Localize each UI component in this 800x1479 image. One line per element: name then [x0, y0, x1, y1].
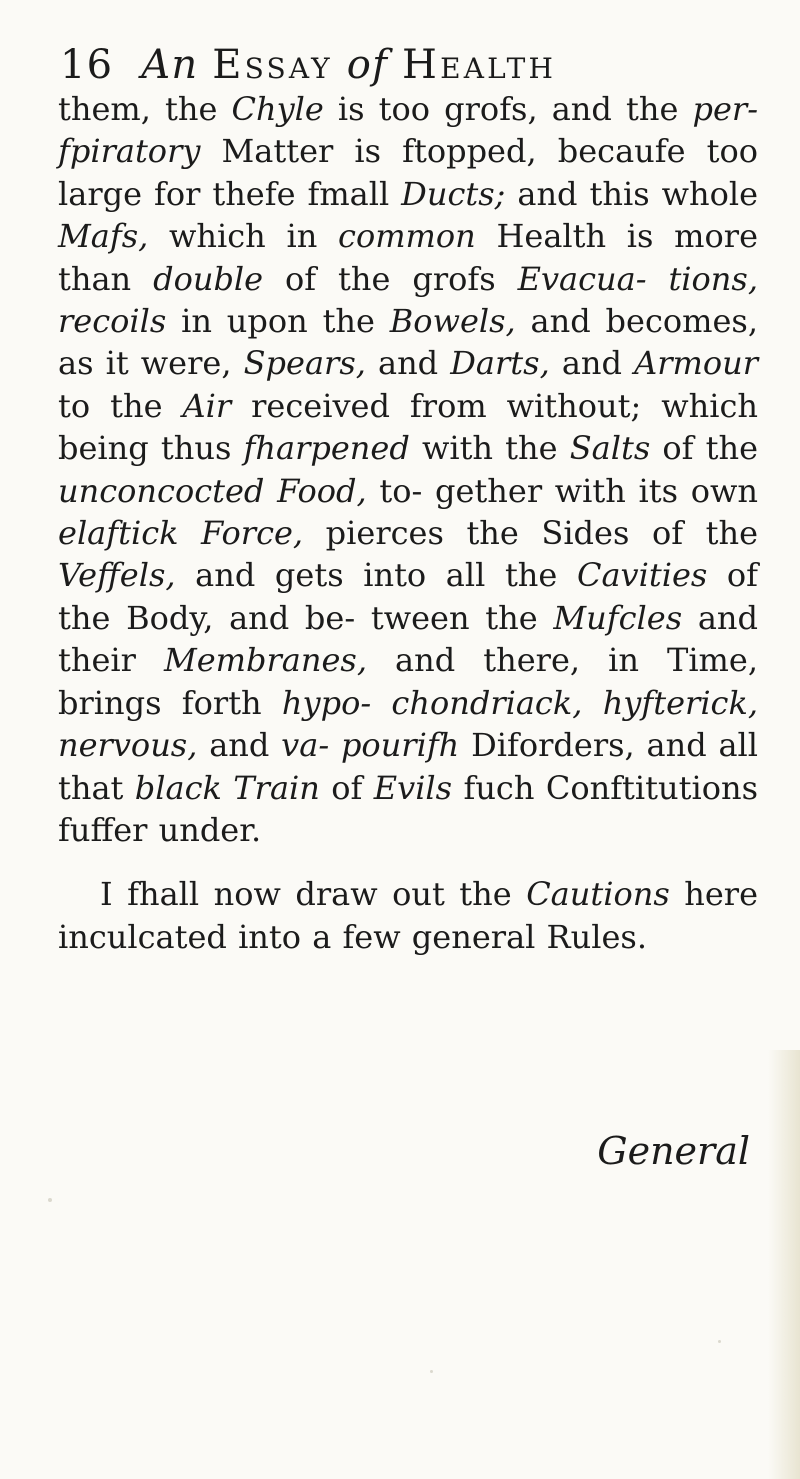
page-number: 16: [60, 42, 114, 88]
text-run: which in: [148, 217, 339, 256]
text-run: to the: [58, 386, 183, 425]
italic-run: Veffels,: [58, 556, 176, 595]
body-text: [58, 88, 758, 958]
text-run: and becomes, as it were,: [58, 302, 758, 383]
text-run: and gets into all the: [175, 556, 577, 595]
italic-run: hypo- chondriack,: [281, 683, 583, 722]
text-run: in upon the: [166, 302, 390, 341]
italic-run: recoils: [58, 302, 167, 341]
italic-run: Evacua- tions,: [517, 259, 759, 298]
italic-run: Ducts;: [401, 174, 506, 213]
text-run: of: [319, 768, 374, 807]
italic-run: Cautions: [526, 875, 670, 914]
running-head-essay: Essay: [212, 42, 333, 88]
text-run: Matter is ftopped, becaufe too large for thefe fmall: [58, 132, 758, 213]
text-run: of the grofs: [263, 259, 518, 298]
text-run: fuch Conftitutions fuffer under.: [58, 768, 758, 849]
italic-run: per- fpiratory: [58, 90, 758, 171]
running-head: [60, 36, 750, 94]
italic-run: unconcocted Food,: [58, 471, 367, 510]
italic-run: Bowels,: [389, 302, 516, 341]
italic-run: va- pourifh: [281, 726, 460, 765]
italic-run: Evils: [373, 768, 453, 807]
paragraph-2: [58, 873, 758, 958]
italic-run: double: [153, 259, 264, 298]
italic-run: fharpened: [243, 429, 410, 468]
text-run: of the: [650, 429, 759, 468]
text-run: to- gether with its own: [366, 471, 759, 510]
text-run: and this whole: [505, 174, 759, 213]
text-run: of the Body, and be- tween the: [58, 556, 759, 637]
page-edge-stain: [768, 1050, 800, 1479]
italic-run: Darts,: [450, 344, 550, 383]
text-run: and: [549, 344, 635, 383]
italic-run: black Train: [134, 768, 320, 807]
italic-run: Air: [182, 386, 232, 425]
italic-run: hyfterick,: [602, 683, 759, 722]
italic-run: Mufcles: [553, 598, 683, 637]
text-run: and: [197, 726, 282, 765]
text-run: and there, in Time, brings forth: [58, 641, 758, 722]
italic-run: Salts: [569, 429, 651, 468]
italic-run: Membranes,: [163, 641, 368, 680]
text-run: with the: [409, 429, 570, 468]
text-run: them, the: [58, 90, 232, 128]
catchword: General: [597, 1129, 750, 1173]
italic-run: Chyle: [231, 90, 324, 128]
text-run: I fhall now draw out the: [100, 875, 527, 914]
italic-run: Spears,: [243, 344, 366, 383]
text-run: Diforders, and all that: [58, 726, 759, 807]
italic-run: Mafs,: [58, 217, 149, 256]
paper-speck: [430, 1370, 433, 1373]
italic-run: nervous,: [58, 726, 198, 765]
paragraph-1: [58, 88, 758, 851]
paper-speck: [48, 1198, 52, 1202]
text-run: is too grofs, and the: [323, 90, 693, 128]
text-run: here inculcated into a few general Rules.: [58, 875, 759, 956]
italic-run: Cavities: [576, 556, 708, 595]
running-head-of: of: [346, 42, 389, 88]
italic-run: common: [338, 217, 476, 256]
running-head-an: An: [141, 42, 199, 88]
text-run: Health is more than: [58, 217, 759, 298]
text-run: and their: [58, 598, 759, 680]
running-head-health: Health: [402, 42, 557, 88]
text-run: pierces the Sides of the: [303, 514, 759, 553]
italic-run: elaftick Force,: [58, 514, 304, 553]
text-run: received from without; which being thus: [58, 386, 759, 468]
paper-speck: [718, 1340, 721, 1343]
italic-run: Armour: [634, 344, 759, 383]
text-run: and: [365, 344, 451, 383]
text-run: [582, 684, 602, 722]
